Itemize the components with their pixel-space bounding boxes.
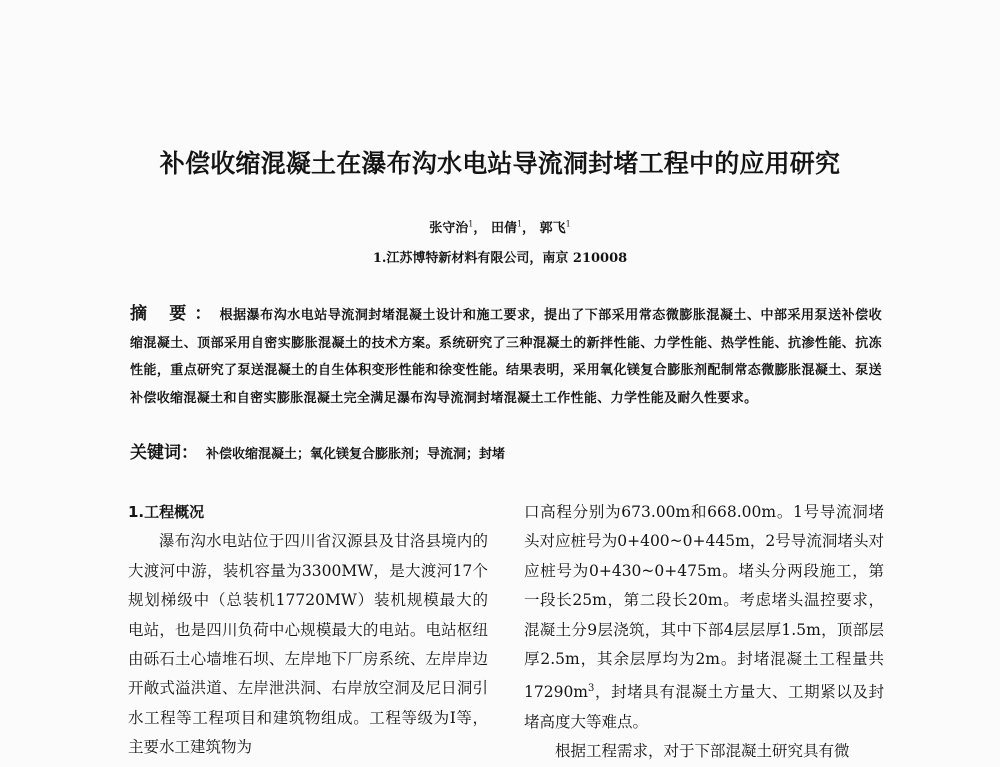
abstract-label: 摘 要： <box>130 304 220 324</box>
body-paragraph: 根据工程需求，对于下部混凝土研究具有微 <box>555 742 850 761</box>
author-name: 郭飞 <box>539 221 566 236</box>
paragraph-text: ，封堵具有混凝土方量大、工期紧以及封堵高度大等难点。 <box>524 683 884 731</box>
superscript: 3 <box>588 683 595 695</box>
author-list <box>0 217 1000 236</box>
body-paragraph <box>524 498 884 737</box>
paper-title: 补偿收缩混凝土在瀑布沟水电站导流洞封堵工程中的应用研究 <box>159 149 841 178</box>
body-paragraph: 瀑布沟水电站位于四川省汉源县及甘洛县境内的大渡河中游，装机容量为3300MW，是大渡河17个规划梯级中（总装机17720MW）装机规模最大的电站，也是四川负荷中心规模最大的电站。电站枢纽由砾石土心墙堆石坝、左岸地下厂房系统、左岸岸边开敞式溢洪道、左岸泄洪洞、右岸放空洞及尼日洞引水工程等工程项目和建筑物组成。工程等级为Ⅰ等，主要水工建筑物为 <box>128 532 488 757</box>
author-name: 田倩 <box>490 221 517 236</box>
body-column-right <box>524 498 884 767</box>
keywords-text: 补偿收缩混凝土；氧化镁复合膨胀剂；导流洞；封堵 <box>206 447 506 462</box>
affiliation: 1.江苏博特新材料有限公司，南京 210008 <box>372 251 628 266</box>
keywords <box>130 440 890 468</box>
section-heading: 1.工程概况 <box>128 503 205 521</box>
author-affil-mark: 1 <box>468 219 474 229</box>
paragraph-text: 口高程分别为673.00m和668.00m。1号导流洞堵头对应桩号为0+400~0+445m，2号导流洞堵头对应桩号为0+430~0+475m。堵头分两段施工，第一段长25m，第二段长20m。考虑堵头温控要求，混凝土分9层浇筑，其中下部4层层厚1.5m，顶部层厚2.5m，其余层厚均为2m。封堵混凝土工程量共17290m <box>524 503 884 702</box>
keywords-label: 关键词： <box>130 443 198 463</box>
author-separator: ， <box>522 221 536 236</box>
author-affil-mark: 1 <box>516 219 523 229</box>
author-name: 张守治 <box>429 221 469 236</box>
body-column-left <box>128 498 488 763</box>
abstract-text: 根据瀑布沟水电站导流洞封堵混凝土设计和施工要求，提出了下部采用常态微膨胀混凝土、中部采用泵送补偿收缩混凝土、顶部采用自密实膨胀混凝土的技术方案。系统研究了三种混凝土的新拌性能、力学性能、热学性能、抗渗性能、抗冻性能，重点研究了泵送混凝土的自生体积变形性能和徐变性能。结果表明，采用氧化镁复合膨胀剂配制常态微膨胀混凝土、泵送补偿收缩混凝土和自密实膨胀混凝土完全满足瀑布沟导流洞封堵混凝土工作性能、力学性能及耐久性要求。 <box>130 308 882 406</box>
author-affil-mark: 1 <box>565 219 571 229</box>
abstract <box>130 301 882 412</box>
author-separator: ， <box>473 221 487 236</box>
